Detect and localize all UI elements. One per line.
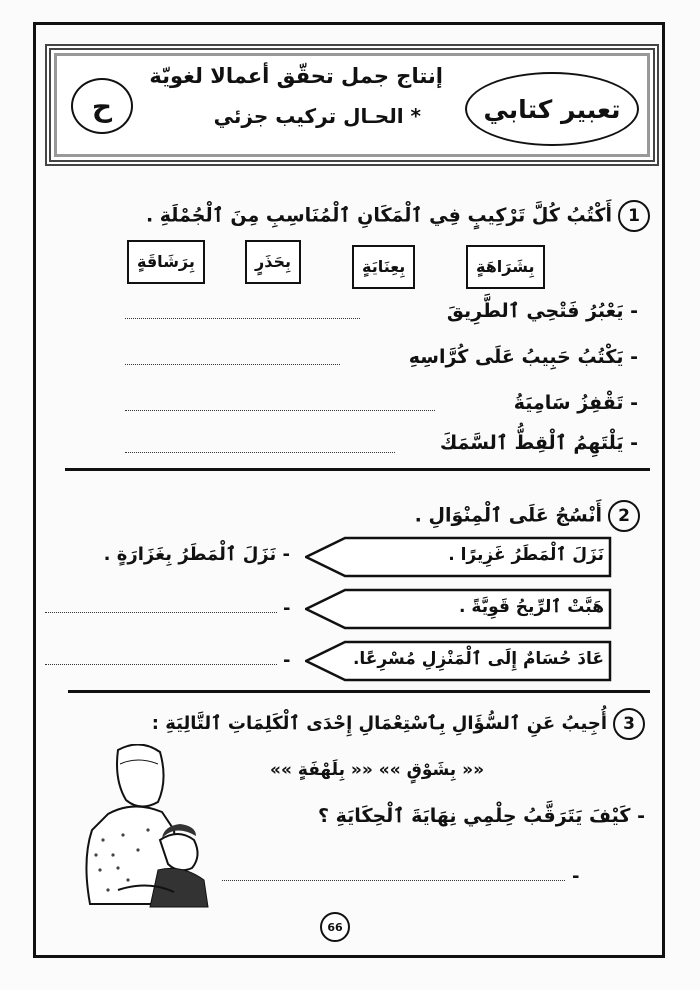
answer-line[interactable]	[45, 612, 277, 613]
tag-text: هَبَّتْ ٱلرِّيحُ قَوِيَّةً .	[459, 597, 604, 617]
option-box: بِشَرَاهَةٍ	[466, 245, 545, 289]
subject-badge: تعبير كتابي	[465, 72, 639, 146]
sentence: - تَقْفِزُ سَامِيَةُ	[513, 392, 638, 414]
header-box	[45, 44, 659, 166]
dash: -	[283, 598, 291, 619]
word-choices: «« بِشَوْقٍ »» «« بِلَهْفَةٍ »»	[270, 760, 485, 780]
answer-line[interactable]	[222, 880, 565, 881]
tag-text: نَزَلَ ٱلْمَطَرُ غَزِيرًا .	[448, 545, 604, 565]
option-box: بِحَذَرٍ	[245, 240, 301, 284]
section-divider	[68, 690, 650, 693]
answer-line[interactable]	[125, 452, 395, 453]
page-number: 66	[320, 912, 350, 942]
dash: -	[572, 866, 580, 887]
header-title: إنتاج جمل تحقّق أعمالا لغويّة	[149, 64, 443, 88]
instruction-text: أَكْتُبُ كُلَّ تَرْكِيبٍ فِي ٱلْمَكَانِ ٱلْمُنَاسِبِ مِنَ ٱلْجُمْلَةِ .	[145, 204, 612, 227]
sentence-tag	[305, 536, 612, 576]
header-subtitle: * الحـال تركيب جزئي	[213, 104, 421, 128]
sentence: - يَلْتَهِمُ ٱلْقِطُّ ٱلسَّمَكَ	[439, 432, 638, 454]
answer-line[interactable]	[125, 318, 360, 319]
exercise1-instruction	[146, 200, 650, 232]
exercise3-instruction	[152, 708, 645, 740]
section-divider	[65, 468, 650, 471]
instruction-text: أَنْسُجُ عَلَى ٱلْمِنْوَالِ .	[414, 504, 602, 527]
option-box: بِرَشَاقَةٍ	[127, 240, 205, 284]
exercise3-number: 3	[613, 708, 645, 740]
dash: -	[283, 650, 291, 671]
answer-line[interactable]	[125, 364, 340, 365]
sentence-tag	[305, 640, 612, 680]
exercise1-number: 1	[618, 200, 650, 232]
sentence-tag	[305, 588, 612, 628]
option-box: بِعِنَايَةٍ	[352, 245, 415, 289]
letter-badge: ح	[71, 78, 133, 134]
sentence: - يَكْتُبُ حَبِيبُ عَلَى كُرَّاسِهِ	[408, 346, 638, 368]
instruction-text: أُجِيبُ عَنِ ٱلسُّؤَالِ بِٱسْتِعْمَالِ إِحْدَى ٱلْكَلِمَاتِ ٱلتَّالِيَةِ :	[151, 713, 607, 734]
exercise2-number: 2	[608, 500, 640, 532]
tag-text: عَادَ حُسَامٌ إِلَى ٱلْمَنْزِلِ مُسْرِعًا.	[352, 649, 604, 669]
question: - كَيْفَ يَتَرَقَّبُ حِلْمِي نِهَايَةَ ٱلْحِكَايَةِ ؟	[318, 805, 645, 827]
model-answer: - نَزَلَ ٱلْمَطَرُ بِغَزَارَةٍ .	[103, 544, 290, 565]
answer-line[interactable]	[125, 410, 435, 411]
answer-line[interactable]	[45, 664, 277, 665]
exercise2-instruction	[415, 500, 640, 532]
mother-child-illustration	[78, 744, 213, 909]
sentence: - يَعْبُرُ فَتْحِي ٱلطَّرِيقَ	[446, 300, 638, 322]
